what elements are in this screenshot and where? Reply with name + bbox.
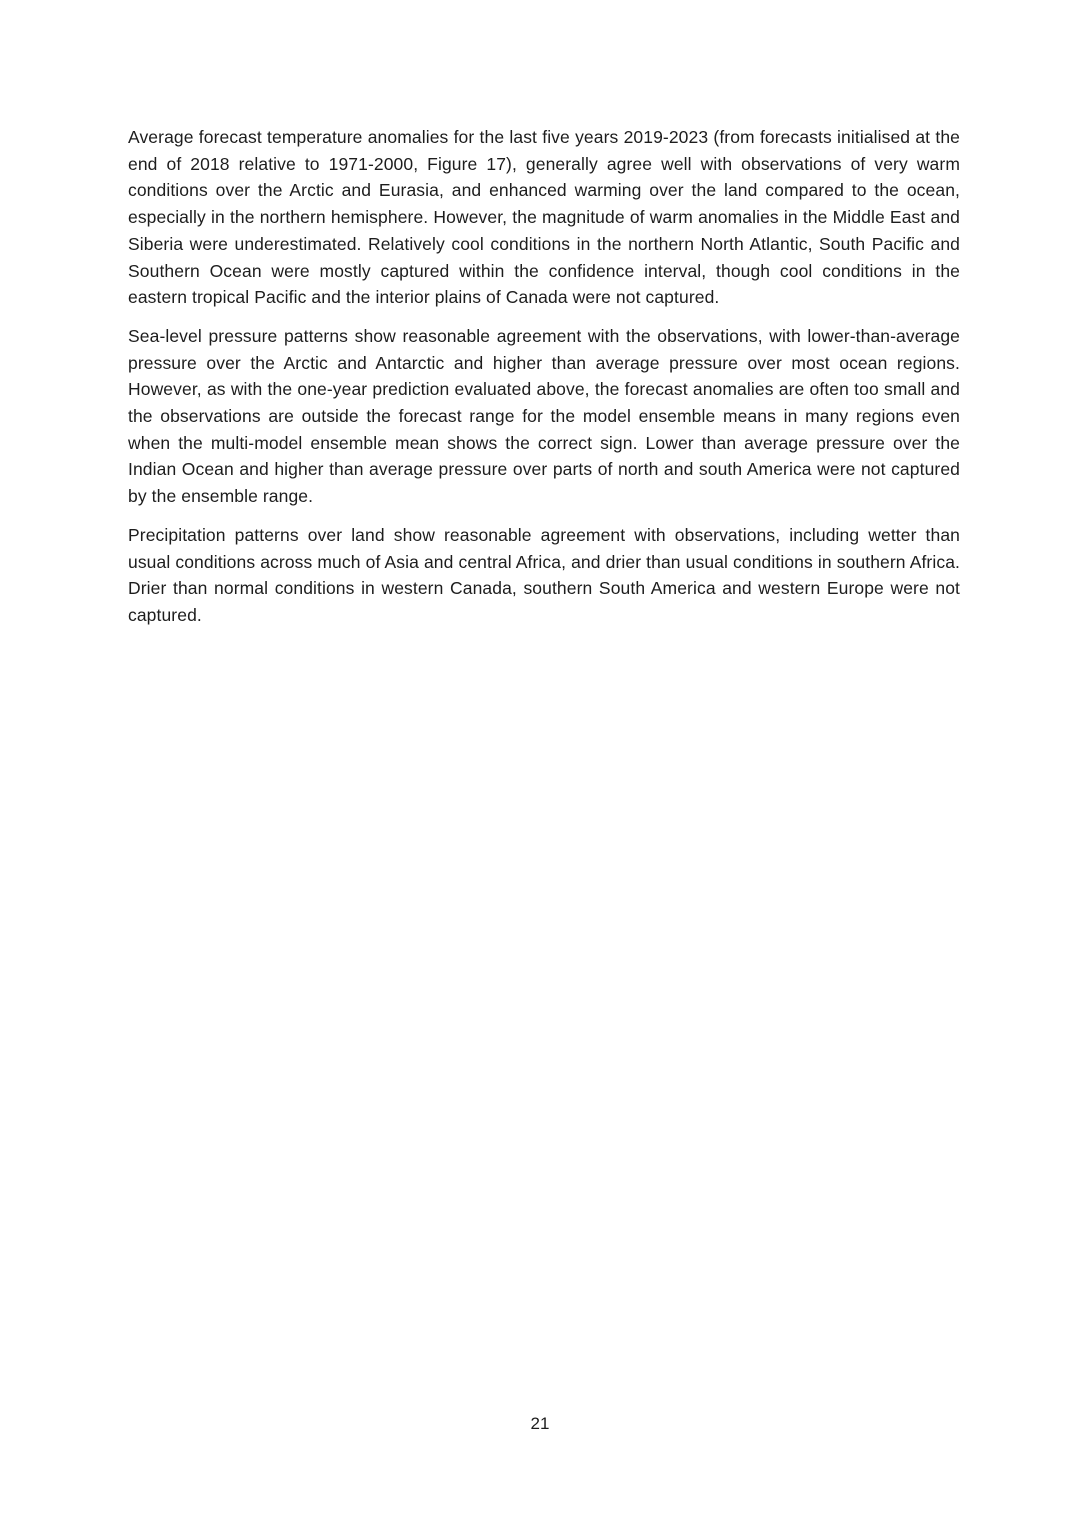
page-number: 21 xyxy=(530,1414,550,1433)
paragraph-sea-level-pressure: Sea-level pressure patterns show reasonable agreement with the observations, with lower-than-average pressure over the Arctic and Antarctic and higher than average pressure over most ocean regions. However, as with the one-year prediction evaluated above, the forecast anomalies are often too small and the observations are outside the forecast range for the model ensemble means in many regions even when the multi-model ensemble mean shows the correct sign. Lower than average pressure over the Indian Ocean and higher than average pressure over parts of north and south America were not captured by the ensemble range. xyxy=(128,325,960,507)
page-body xyxy=(128,124,960,641)
paragraph-temperature-anomalies: Average forecast temperature anomalies for the last five years 2019-2023 (from forecasts initialised at the end of 2018 relative to 1971-2000, Figure 17), generally agree well with observations of very warm conditions over the Arctic and Eurasia, and enhanced warming over the land compared to the ocean, especially in the northern hemisphere. However, the magnitude of warm anomalies in the Middle East and Siberia were underestimated. Relatively cool conditions in the northern North Atlantic, South Pacific and Southern Ocean were mostly captured within the confidence interval, though cool conditions in the eastern tropical Pacific and the interior plains of Canada were not captured. xyxy=(128,127,960,308)
paragraph-precipitation: Precipitation patterns over land show reasonable agreement with observations, including wetter than usual conditions across much of Asia and central Africa, and drier than usual conditions in southern Africa. Drier than normal conditions in western Canada, southern South America and western Europe were not captured. xyxy=(128,524,960,625)
